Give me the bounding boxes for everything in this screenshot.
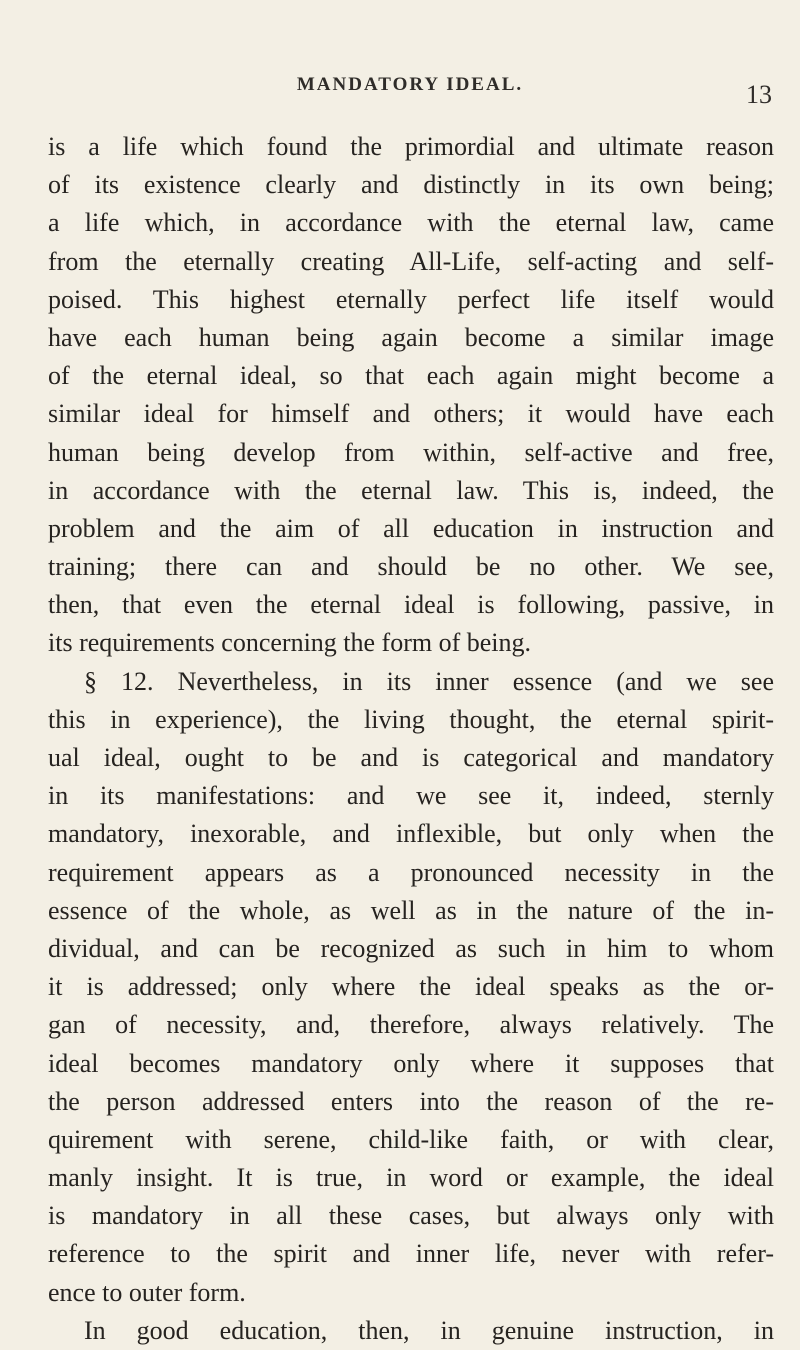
paragraph-end-line: ence to outer form. (48, 1277, 246, 1307)
text-line: essence of the whole, as well as in the nature of the in- (48, 895, 774, 925)
text-line: poised. This highest eternally perfect life itself would (48, 284, 774, 314)
text-line: reference to the spirit and inner life, never with refer- (48, 1239, 774, 1269)
text-line: gan of necessity, and, therefore, always relatively. The (48, 1010, 774, 1040)
text-line: of the eternal ideal, so that each again might become a (48, 361, 774, 391)
text-line: requirement appears as a pronounced necessity in the (48, 857, 774, 887)
running-head: MANDATORY IDEAL. (296, 74, 524, 95)
text-line: training; there can and should be no other. We see, (48, 552, 774, 582)
text-line: problem and the aim of all education in instruction and (48, 513, 774, 543)
text-line: then, that even the eternal ideal is following, passive, in (48, 590, 774, 620)
paragraph-end-line: its requirements concerning the form of being. (48, 628, 532, 658)
text-line: mandatory, inexorable, and inflexible, but only when the (48, 819, 774, 849)
text-line: In good education, then, in genuine instruction, in (84, 1315, 774, 1345)
section-heading-line: § 12. Nevertheless, in its inner essence (and we see (84, 666, 774, 696)
text-line: the person addressed enters into the reason of the re- (48, 1086, 774, 1116)
text-line: have each human being again become a similar image (48, 322, 774, 352)
text-line: of its existence clearly and distinctly in its own being; (48, 170, 774, 200)
text-line: dividual, and can be recognized as such in him to whom (48, 933, 774, 963)
page-header (48, 74, 772, 114)
text-line: quirement with serene, child-like faith, or with clear, (48, 1124, 774, 1154)
body-text (48, 128, 774, 1350)
text-line: similar ideal for himself and others; it would have each (48, 399, 774, 429)
text-line: a life which, in accordance with the eternal law, came (48, 208, 774, 238)
text-line: manly insight. It is true, in word or example, the ideal (48, 1163, 774, 1193)
text-line: human being develop from within, self-active and free, (48, 437, 774, 467)
text-line: is mandatory in all these cases, but always only with (48, 1201, 774, 1231)
text-line: in its manifestations: and we see it, indeed, sternly (48, 781, 774, 811)
text-line: ual ideal, ought to be and is categorical and mandatory (48, 743, 774, 772)
text-line: this in experience), the living thought, the eternal spirit- (48, 704, 774, 734)
text-line: from the eternally creating All-Life, self-acting and self- (48, 246, 774, 276)
text-line: in accordance with the eternal law. This is, indeed, the (48, 475, 774, 505)
text-line: ideal becomes mandatory only where it supposes that (48, 1048, 774, 1078)
text-line: is a life which found the primordial and ultimate reason (48, 132, 774, 161)
text-line: it is addressed; only where the ideal speaks as the or- (48, 972, 774, 1002)
page-number: 13 (746, 80, 772, 109)
